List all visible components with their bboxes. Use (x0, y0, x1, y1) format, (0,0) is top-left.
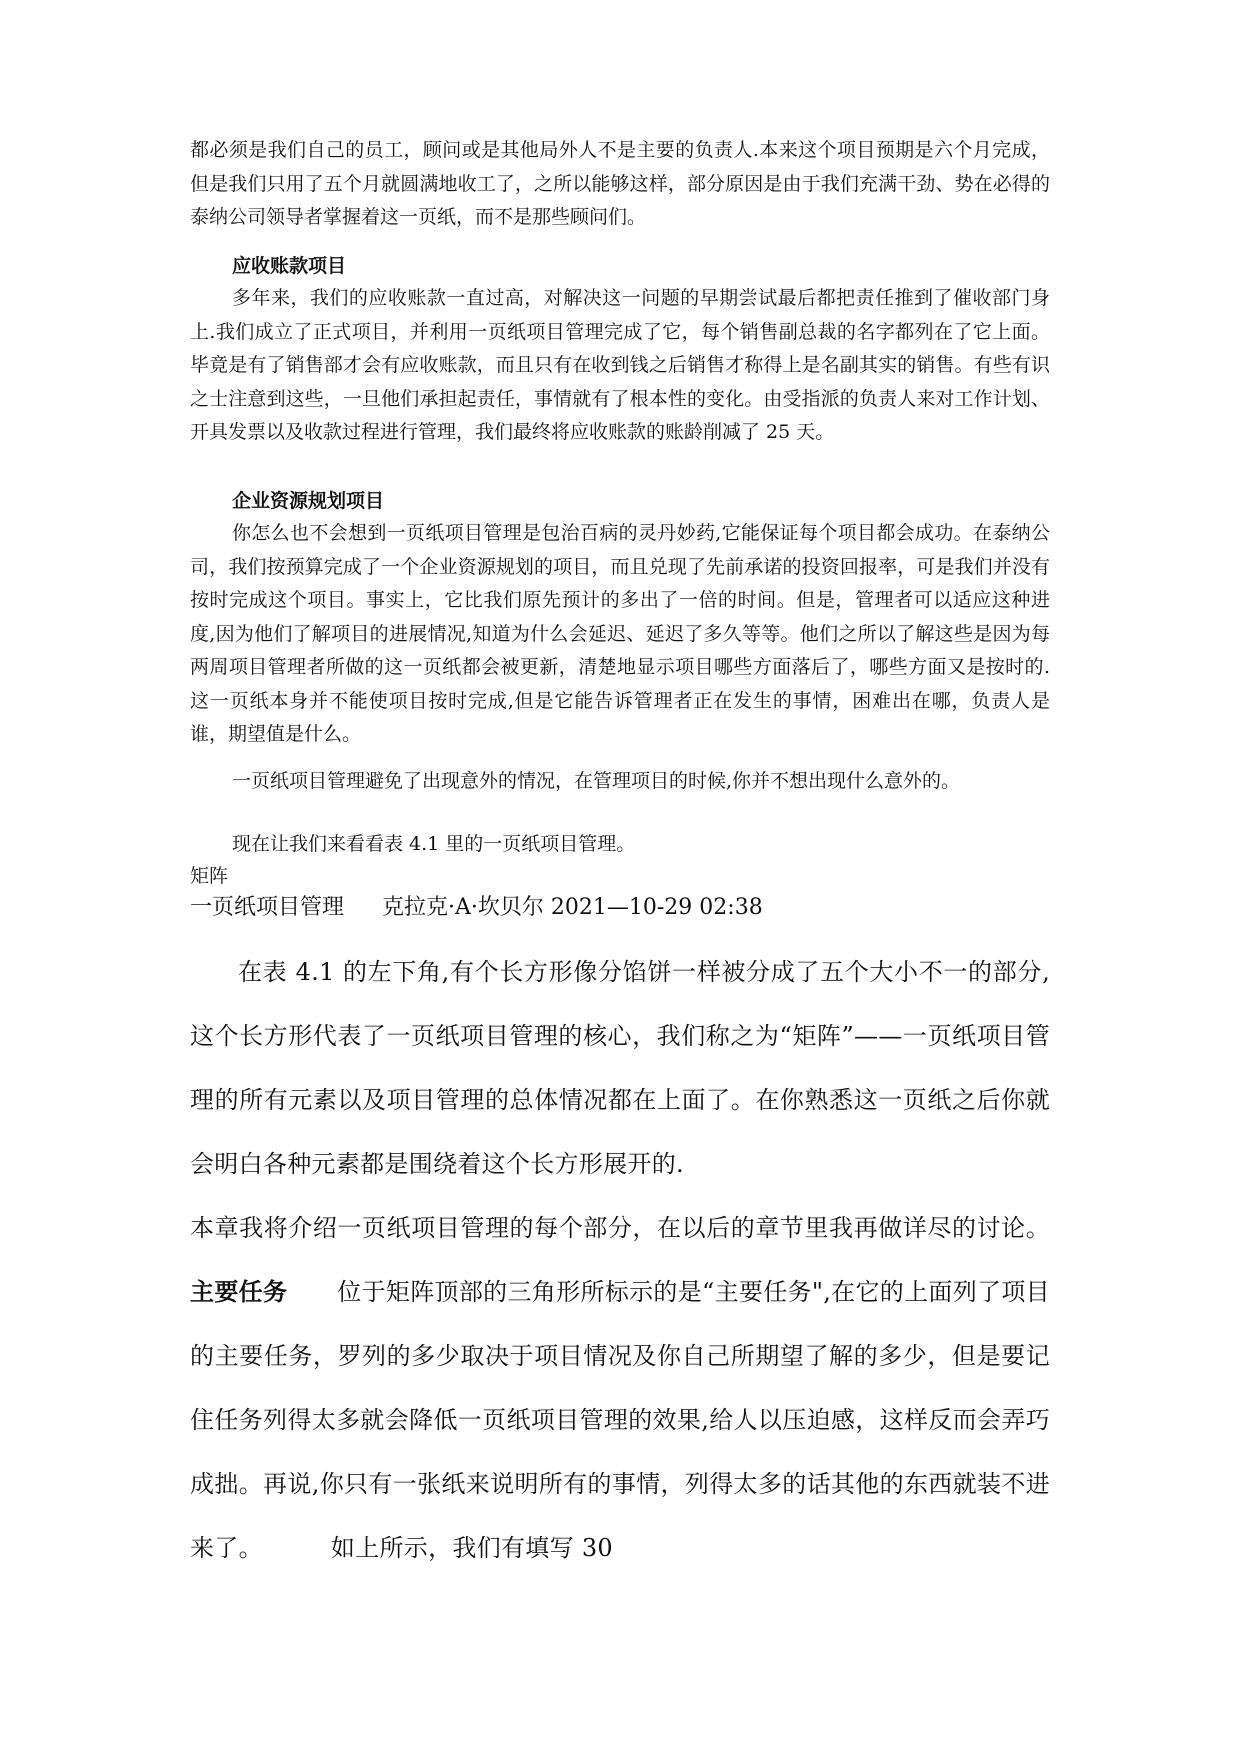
main-tasks-heading: 主要任务 (190, 1278, 288, 1306)
paragraph-receivables: 多年来，我们的应收账款一直过高，对解决这一问题的早期尝试最后都把责任推到了催收部门身上.我们成立了正式项目，并利用一页纸项目管理完成了它，每个销售副总裁的名字都列在了它上面。毕竟是有了销售部才会有应收账款，而且只有在收到钱之后销售才称得上是名副其实的销售。有些有识之士注意到这些，一旦他们承担起责任，事情就有了根本性的变化。由受指派的负责人来对工作计划、开具发票以及收款过程进行管理，我们最终将应收账款的账龄削减了 25 天。 (190, 287, 1050, 443)
source-title: 一页纸项目管理 (190, 895, 345, 920)
paragraph-no-surprises: 一页纸项目管理避免了出现意外的情况，在管理项目的时候,你并不想出现什么意外的。 (232, 770, 961, 792)
paragraph-intro: 都必须是我们自己的员工，顾问或是其他局外人不是主要的负责人.本来这个项目预期是六个月完成，但是我们只用了五个月就圆满地收工了，之所以能够这样，部分原因是由于我们充满干劲、势在必得的泰纳公司领导者掌握着这一页纸，而不是那些顾问们。 (190, 139, 1050, 228)
label-matrix: 矩阵 (190, 865, 229, 887)
paragraph-table-reference: 现在让我们来看看表 4.1 里的一页纸项目管理。 (232, 833, 636, 855)
source-meta-line (190, 892, 1050, 924)
main-tasks-text-tail: 如上所示，我们有填写 30 (330, 1534, 613, 1562)
paragraph-matrix: 在表 4.1 的左下角,有个长方形像分馅饼一样被分成了五个大小不一的部分,这个长方形代表了一页纸项目管理的核心，我们称之为“矩阵”——一页纸项目管理的所有元素以及项目管理的总体情况都在上面了。在你熟悉这一页纸之后你就会明白各种元素都是围绕着这个长方形展开的. (190, 958, 1050, 1178)
main-tasks-text-before: 本章我将介绍一页纸项目管理的每个部分，在以后的章节里我再做详尽的讨论。 (190, 1214, 1050, 1242)
main-tasks-text-after: 位于矩阵顶部的三角形所标示的是“主要任务",在它的上面列了项目的主要任务，罗列的多少取决于项目情况及你自己所期望了解的多少，但是要记住任务列得太多就会降低一页纸项目管理的效果,给人以压迫感，这样反而会弄巧成拙。再说,你只有一张纸来说明所有的事情，列得太多的话其他的东西就装不进来了。 (190, 1278, 1050, 1562)
paragraph-main-tasks (190, 1196, 1050, 1580)
section-heading-erp: 企业资源规划项目 (232, 490, 385, 512)
section-heading-receivables: 应收账款项目 (232, 255, 347, 277)
author-timestamp: 克拉克·A·坎贝尔 2021—10-29 02:38 (382, 895, 763, 920)
paragraph-erp: 你怎么也不会想到一页纸项目管理是包治百病的灵丹妙药,它能保证每个项目都会成功。在泰纳公司，我们按预算完成了一个企业资源规划的项目，而且兑现了先前承诺的投资回报率，可是我们并没有按时完成这个项目。事实上，它比我们原先预计的多出了一倍的时间。但是，管理者可以适应这种进度,因为他们了解项目的进展情况,知道为什么会延迟、延迟了多久等等。他们之所以了解这些是因为每两周项目管理者所做的这一页纸都会被更新，清楚地显示项目哪些方面落后了，哪些方面又是按时的.这一页纸本身并不能使项目按时完成,但是它能告诉管理者正在发生的事情，困难出在哪，负责人是谁，期望值是什么。 (190, 522, 1050, 745)
